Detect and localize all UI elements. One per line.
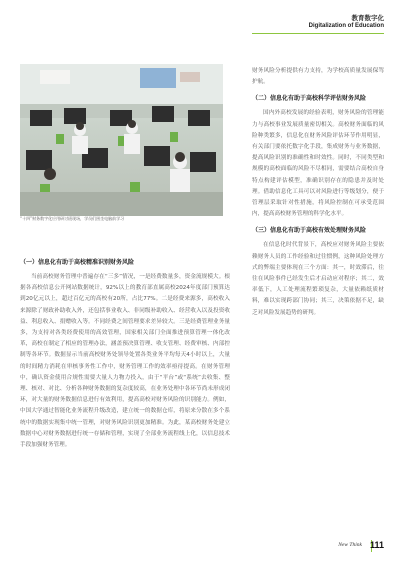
journal-header [309, 14, 384, 30]
section-heading-1: （一）信息化有助于高校精准识别财务风险 [20, 259, 135, 266]
classroom-photo-illustration [20, 64, 223, 216]
page-footer [338, 540, 384, 550]
paragraph: 国内外高校发展的经验表明，财务风险的管理能力与高校事业发展质量密切相关。高校财务面临的风险种类繁多，信息化在财务风险评估环节作用明显，有关部门要依托数字化手段，集成财务与业务数据，提高风险识别的准确性和时效性。同时，不同类型和规模的高校面临的风险不尽相同，需要结合高校自身特点构建评估模型，准确识别存在的隐患并及时处理。借助信息化工具可以对风险进行等级划分，便于管理层采取针对性措施，将风险控制在可承受范围内，提高高校财务管理的科学化水平。 [252, 110, 384, 218]
column-title-en: Digitalization of Education [308, 23, 384, 29]
column-title-cn: 教育数字化 [351, 14, 384, 22]
section-heading-2: （二）信息化有助于高校科学评估财务风险 [252, 95, 367, 103]
left-column [20, 252, 230, 451]
paragraph: 财务风险分析提供有力支持，为学校高质量发展保驾护航。 [252, 68, 384, 86]
paragraph: 当前高校财务管理中普遍存在“三多”情况，一是经费数量多，资金流规模大。根据各高校信息公开网站数据统计，92%以上的教育部直属高校2024年度部门预算达到20亿元以上，超过百亿元的高校有20所，占比77%。二是经费来源多，高校收入来源除了财政补助收入外，还包括事业收入、非同级补助收入、经营收入以及投资收益、利息收入、捐赠收入等。不同经费之间管理要求差异较大。三是经费管理业务量多，为支持对各类经费使用的高效管理，国家相关部门全面推进预算管理一体化改革，高校在制定了相应的管理办法，涵盖预决算管理、收支管理、经费审核、内部控制等各环节。数据显示当前高校财务处领导处置各类业务平均每天4小时以上，大量的时间精力消耗在审核事务性工作中，财务管理工作的效率亟待提高。在财务管理中，确认资金使用合规性需要大量人力物力投入，由于“平台”或“系统”去收集、整理、核对、对比、分析各种财务数据的复杂度较高，在业务处理中各环节尚未形成闭环，对大量的财务数据信息进行有效利用，提高高校对财务风险的识别能力。例如，中国大学通过智能化业务流程升级改造，建立统一的数据仓库，将原来分散在多个系统中的数据实现集中统一管理，对财务风险识别更加精准。为此，某高校财务处建立数据中心对财务数据进行统一存储和管理，实现了全部业务流程线上化，以信息技术手段加强财务管理。 [20, 274, 230, 449]
header-divider [252, 33, 384, 34]
photo-caption: “十四”财务数字化应用研讨班现场，学员们围坐电脑前学习 [20, 216, 125, 221]
paragraph: 在信息化时代背景下，高校应对财务风险主要依赖财务人员的工作经验和过往惯例，这种风险处理方式的弊端主要体现在三个方面：其一，时效滞后，往往在风险事件已经发生后才启动应对程序；其二，效率低下，人工处理流程繁琐复杂，大量依赖纸质材料，难以实现跨部门协同；其三，决策依据不足，缺乏对风险发展趋势的研判。 [252, 242, 384, 316]
section-heading-3: （三）信息化有助于高校有效处理财务风险 [252, 227, 367, 235]
right-column [252, 66, 384, 319]
magazine-name: New Think [338, 542, 362, 548]
classroom-photo [20, 64, 223, 216]
page-number: 111 [369, 540, 384, 550]
